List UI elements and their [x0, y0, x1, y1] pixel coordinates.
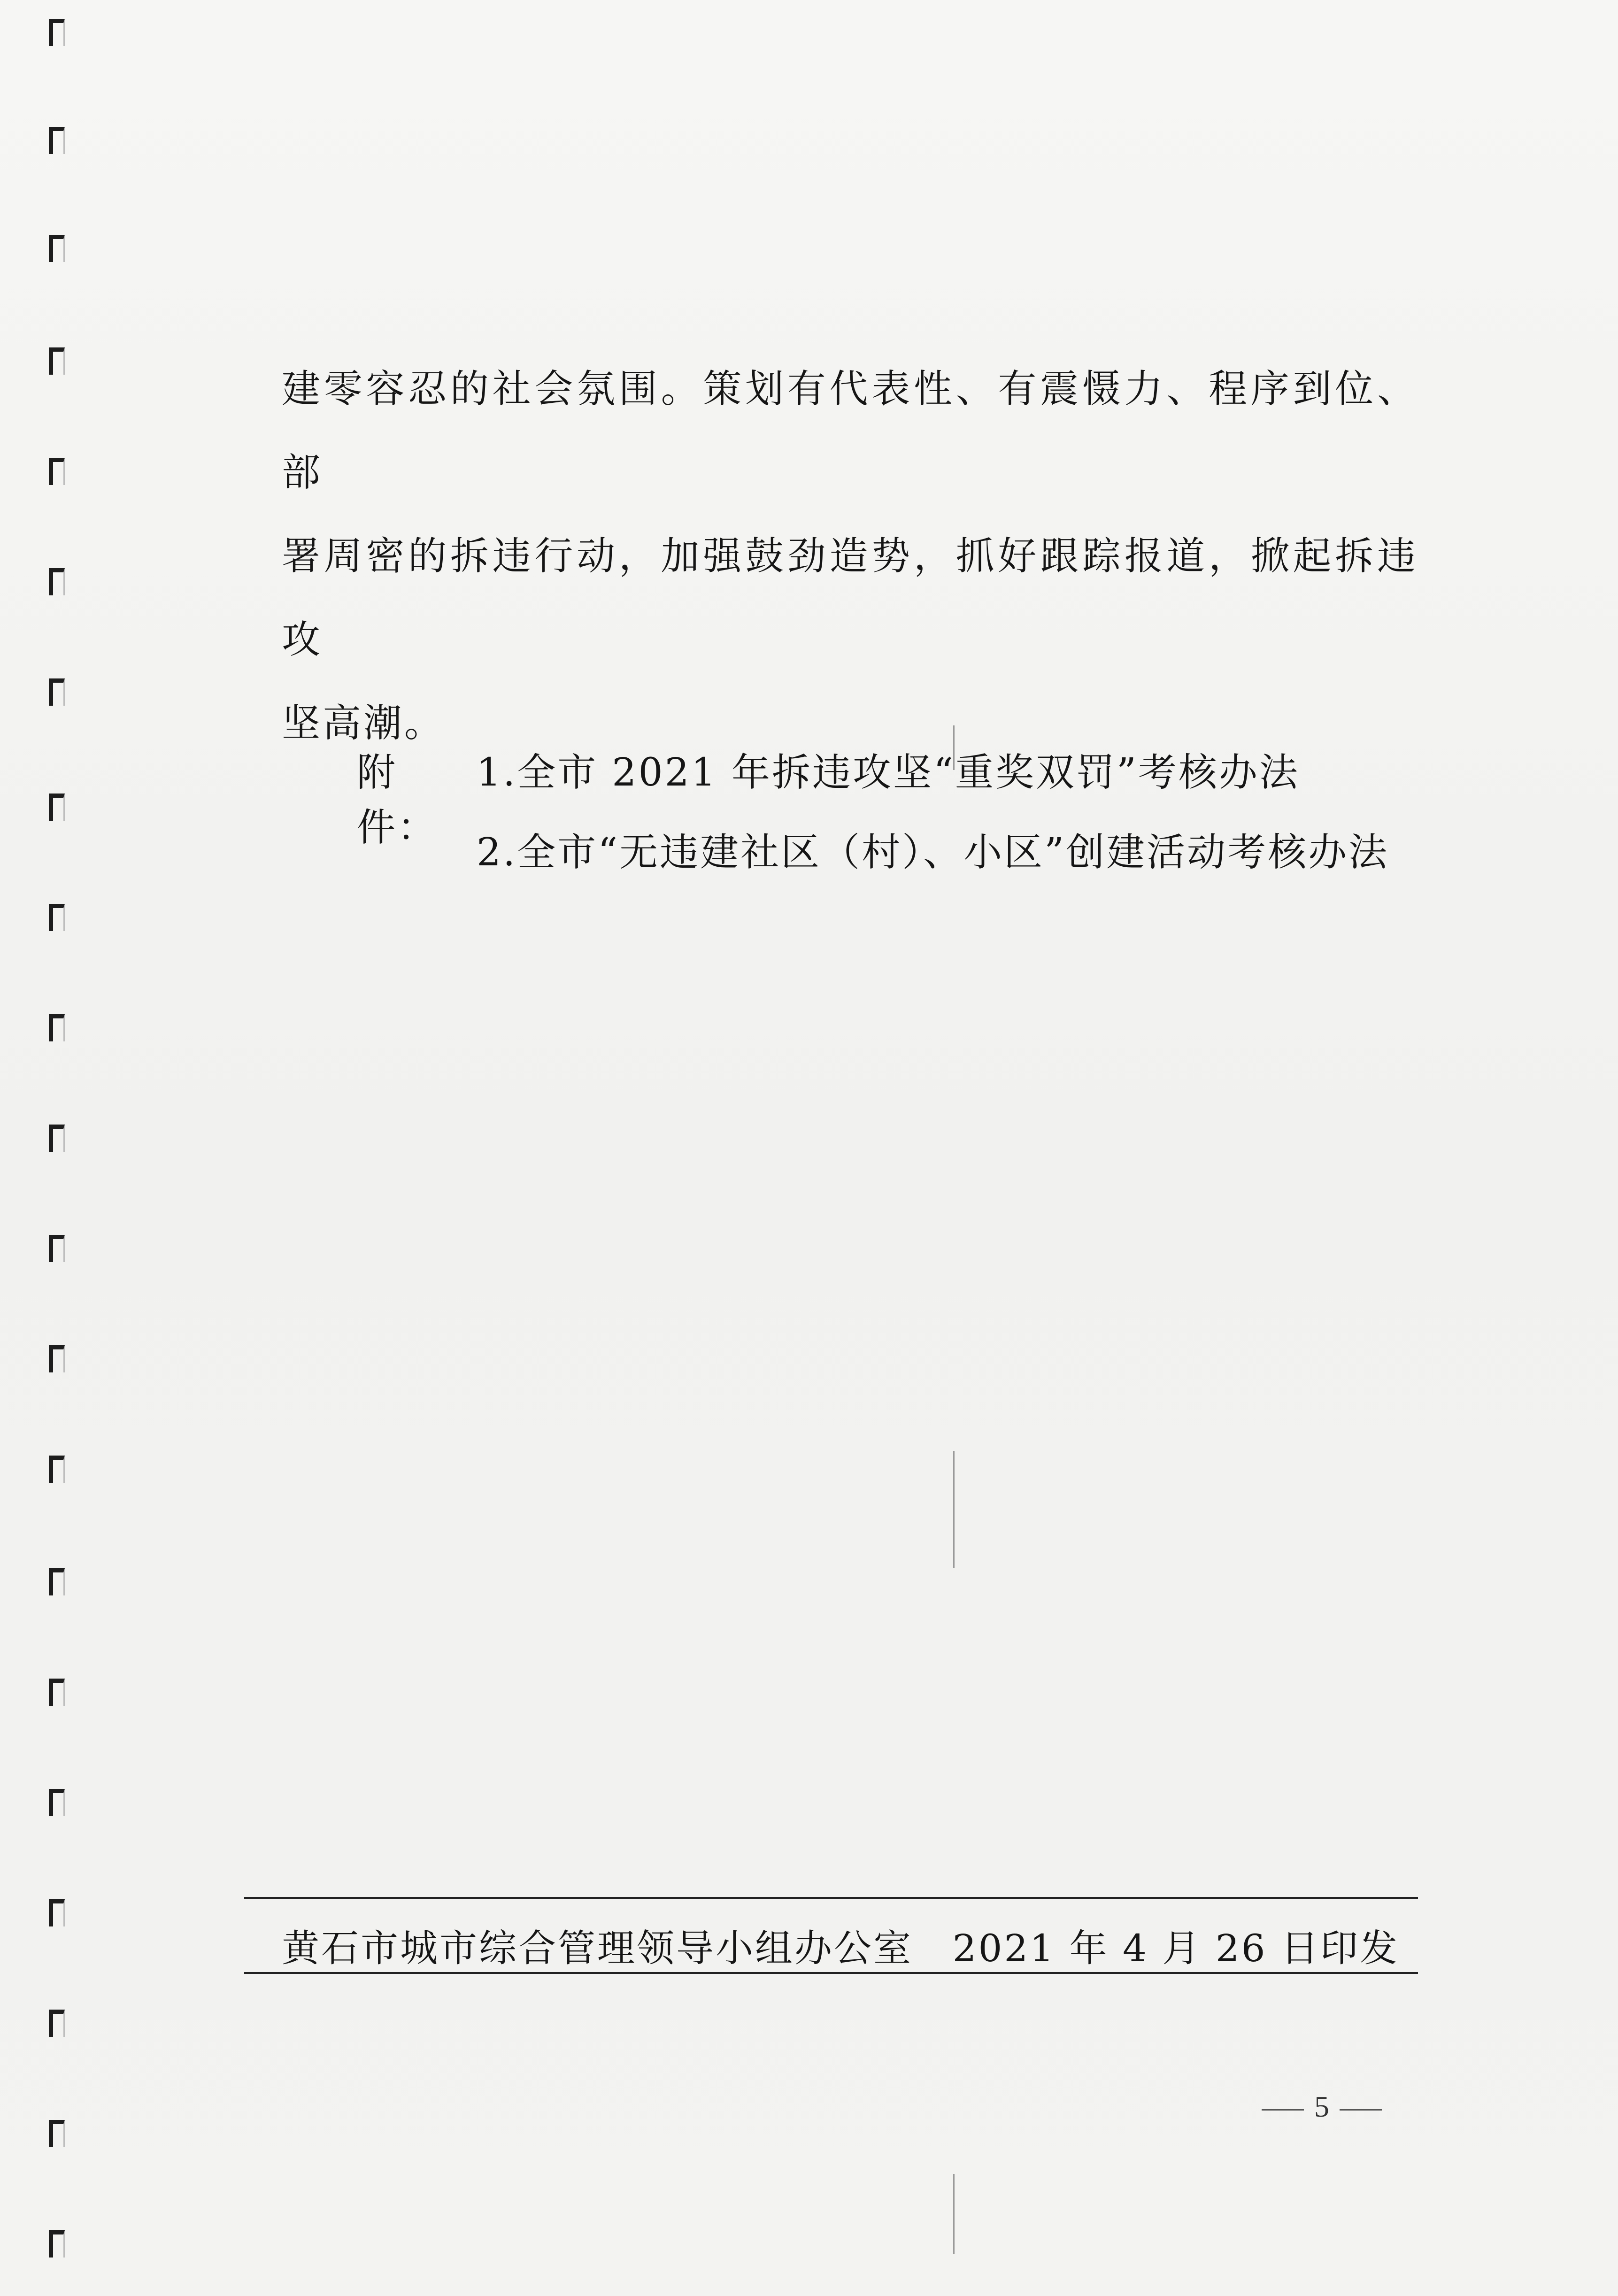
binding-hole-icon	[49, 1899, 65, 1926]
body-line: 署周密的拆违行动，加强鼓劲造势，抓好跟踪报道，掀起拆违攻	[282, 534, 1418, 662]
binding-hole-icon	[49, 1789, 65, 1816]
body-paragraph	[282, 347, 1418, 765]
scan-artifact	[953, 1451, 955, 1568]
attachment-item: 1.全市 2021 年拆违攻坚“重奖双罚”考核办法	[477, 750, 1300, 795]
binding-hole-icon	[49, 2010, 65, 2037]
binding-hole-icon	[49, 1235, 65, 1262]
footer-bottom-rule	[244, 1972, 1418, 1974]
scan-artifact	[953, 2174, 955, 2254]
binding-hole-icon	[49, 1345, 65, 1372]
binding-hole-icon	[49, 458, 65, 485]
binding-hole-icon	[49, 1679, 65, 1706]
attachment-item: 2.全市“无违建社区（村）、小区”创建活动考核办法	[477, 830, 1389, 875]
page-number-dash-left	[1262, 2109, 1304, 2111]
binding-hole-icon	[49, 347, 65, 375]
body-line: 建零容忍的社会氛围。策划有代表性、有震慑力、程序到位、部	[282, 367, 1418, 495]
binding-hole-icon	[49, 1014, 65, 1041]
footer-top-rule	[244, 1897, 1418, 1899]
binding-hole-icon	[49, 19, 65, 46]
body-line: 坚高潮。	[282, 701, 446, 746]
binding-marks	[45, 0, 73, 2296]
page-number-dash-right	[1340, 2109, 1382, 2111]
issue-date: 2021 年 4 月 26 日印发	[952, 1926, 1399, 1970]
attachments-label: 附件：	[357, 750, 438, 850]
binding-hole-icon	[49, 678, 65, 706]
binding-hole-icon	[49, 127, 65, 154]
issuer-name: 黄石市城市综合管理领导小组办公室	[282, 1926, 913, 1970]
binding-hole-icon	[49, 235, 65, 262]
binding-hole-icon	[49, 2120, 65, 2147]
page-number	[1251, 2089, 1392, 2124]
binding-hole-icon	[49, 794, 65, 821]
binding-hole-icon	[49, 1456, 65, 1483]
binding-hole-icon	[49, 1568, 65, 1595]
page-number-value: 5	[1314, 2090, 1329, 2123]
binding-hole-icon	[49, 568, 65, 595]
binding-hole-icon	[49, 1125, 65, 1152]
binding-hole-icon	[49, 904, 65, 931]
binding-hole-icon	[49, 2230, 65, 2257]
